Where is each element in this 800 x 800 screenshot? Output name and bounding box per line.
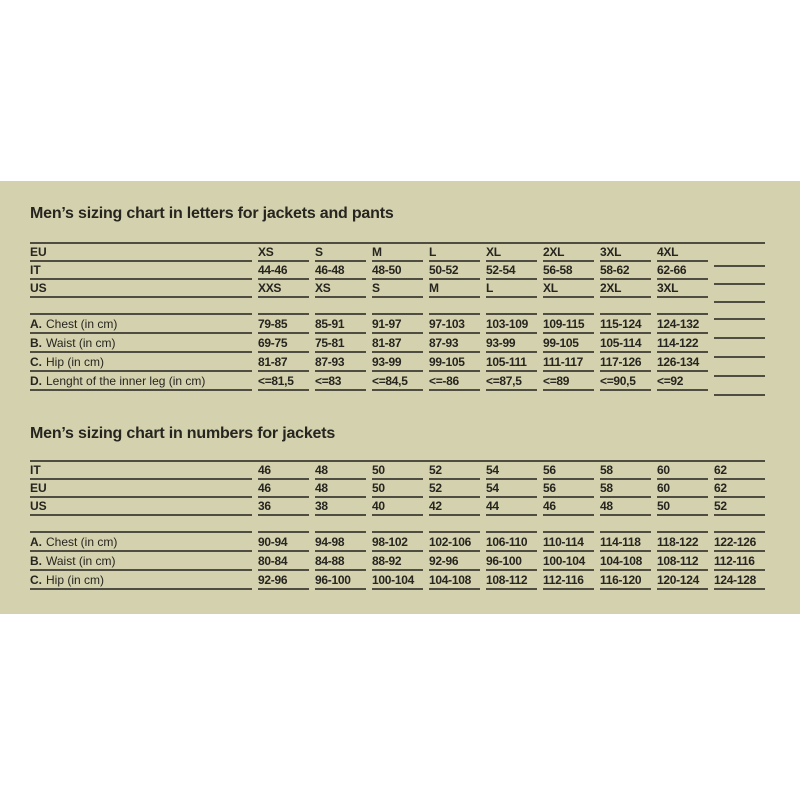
size-cell: 60 (657, 480, 708, 498)
size-cell: 100-104 (372, 571, 423, 590)
size-cell: <=83 (315, 372, 366, 391)
size-cell: L (429, 244, 480, 262)
size-cell: <=-86 (429, 372, 480, 391)
size-cell: 56-58 (543, 262, 594, 280)
size-cell: XL (543, 280, 594, 298)
size-cell: 81-87 (258, 353, 309, 372)
row-label (30, 244, 252, 262)
size-cell: XXS (258, 280, 309, 298)
size-cell: 54 (486, 462, 537, 480)
table-row (30, 552, 765, 571)
size-cell: 116-120 (600, 571, 651, 590)
row-label-text: Waist (in cm) (46, 336, 116, 350)
table-row (30, 372, 765, 391)
size-cell (714, 339, 765, 358)
row-label (30, 334, 252, 353)
size-cell: 44-46 (258, 262, 309, 280)
size-cell: 3XL (600, 244, 651, 262)
size-cell: 96-100 (315, 571, 366, 590)
size-cell: 81-87 (372, 334, 423, 353)
size-cell: L (486, 280, 537, 298)
size-cell: 44 (486, 498, 537, 516)
row-label-prefix: EU (30, 245, 47, 259)
size-cell: 104-108 (429, 571, 480, 590)
row-label (30, 462, 252, 480)
row-label-prefix: US (30, 499, 47, 513)
size-cell: 88-92 (372, 552, 423, 571)
size-cell: 110-114 (543, 533, 594, 552)
size-cell: 120-124 (657, 571, 708, 590)
size-cell (714, 267, 765, 285)
size-cell: 99-105 (543, 334, 594, 353)
letters-sizing-table (30, 242, 765, 391)
size-cell: 84-88 (315, 552, 366, 571)
size-cell: 3XL (657, 280, 708, 298)
size-cell: 114-122 (657, 334, 708, 353)
size-cell: 42 (429, 498, 480, 516)
size-cell (714, 358, 765, 377)
size-cell: 36 (258, 498, 309, 516)
size-cell: 62-66 (657, 262, 708, 280)
size-cell: 99-105 (429, 353, 480, 372)
row-label (30, 372, 252, 391)
size-cell: 2XL (543, 244, 594, 262)
row-label-text: Hip (in cm) (46, 355, 105, 369)
size-cell: 112-116 (714, 552, 765, 571)
size-cell: 46-48 (315, 262, 366, 280)
size-cell: M (429, 280, 480, 298)
row-label-prefix: IT (30, 263, 41, 277)
size-cell: 52 (429, 462, 480, 480)
size-cell: 109-115 (543, 315, 594, 334)
size-cell: <=89 (543, 372, 594, 391)
size-cell: 80-84 (258, 552, 309, 571)
row-label-prefix: A. (30, 317, 42, 331)
table-row (30, 353, 765, 372)
row-label (30, 280, 252, 298)
row-label-prefix: C. (30, 573, 42, 587)
table-row (30, 571, 765, 590)
size-cell: 108-112 (486, 571, 537, 590)
table-row (30, 334, 765, 353)
size-cell: 118-122 (657, 533, 708, 552)
size-cell: <=92 (657, 372, 708, 391)
numbers-chart-title: Men’s sizing chart in numbers for jackets (30, 425, 336, 442)
row-group-gap (30, 298, 765, 313)
row-label-text: Hip (in cm) (46, 573, 105, 587)
table-row (30, 498, 765, 516)
row-label (30, 533, 252, 552)
row-label-prefix: B. (30, 336, 42, 350)
row-label-prefix: A. (30, 535, 42, 549)
size-cell: M (372, 244, 423, 262)
size-cell: 50-52 (429, 262, 480, 280)
row-label-text: Chest (in cm) (46, 317, 118, 331)
size-cell: 52-54 (486, 262, 537, 280)
row-label-prefix: C. (30, 355, 42, 369)
row-label (30, 571, 252, 590)
letters-chart-title: Men’s sizing chart in letters for jackets and pants (30, 205, 394, 222)
row-label-text: Chest (in cm) (46, 535, 118, 549)
size-cell: 69-75 (258, 334, 309, 353)
size-cell: <=84,5 (372, 372, 423, 391)
size-cell: <=87,5 (486, 372, 537, 391)
size-cell: 48-50 (372, 262, 423, 280)
row-label-prefix: US (30, 281, 47, 295)
size-cell (714, 320, 765, 339)
size-cell: 122-126 (714, 533, 765, 552)
size-cell: 50 (372, 462, 423, 480)
size-cell: 105-111 (486, 353, 537, 372)
size-cell: 91-97 (372, 315, 423, 334)
size-cell: 87-93 (315, 353, 366, 372)
size-cell: 93-99 (486, 334, 537, 353)
size-cell (714, 249, 765, 267)
size-cell: 103-109 (486, 315, 537, 334)
row-label-prefix: IT (30, 463, 41, 477)
size-cell: S (372, 280, 423, 298)
table-row (30, 533, 765, 552)
size-cell: S (315, 244, 366, 262)
size-cell: 60 (657, 462, 708, 480)
size-cell: 58 (600, 462, 651, 480)
table-row (30, 315, 765, 334)
size-cell: XS (258, 244, 309, 262)
size-cell: 117-126 (600, 353, 651, 372)
size-cell: 104-108 (600, 552, 651, 571)
size-cell: 46 (543, 498, 594, 516)
size-cell: 56 (543, 480, 594, 498)
size-cell: 62 (714, 480, 765, 498)
numbers-sizing-table (30, 460, 765, 590)
size-cell: 106-110 (486, 533, 537, 552)
size-cell: XL (486, 244, 537, 262)
size-cell: 79-85 (258, 315, 309, 334)
size-cell: 108-112 (657, 552, 708, 571)
size-cell: 85-91 (315, 315, 366, 334)
size-cell: 97-103 (429, 315, 480, 334)
size-cell: 92-96 (258, 571, 309, 590)
size-cell: 94-98 (315, 533, 366, 552)
size-cell: 46 (258, 462, 309, 480)
size-cell: 62 (714, 462, 765, 480)
table-row (30, 462, 765, 480)
table-row (30, 280, 765, 298)
size-cell: 115-124 (600, 315, 651, 334)
row-label-text: Lenght of the inner leg (in cm) (46, 374, 206, 388)
size-cell: 46 (258, 480, 309, 498)
row-label (30, 552, 252, 571)
size-cell: 56 (543, 462, 594, 480)
table-row (30, 262, 765, 280)
table-row (30, 244, 765, 262)
size-cell: 58-62 (600, 262, 651, 280)
size-cell (714, 377, 765, 396)
size-cell: 112-116 (543, 571, 594, 590)
size-cell: 93-99 (372, 353, 423, 372)
size-cell: 48 (315, 462, 366, 480)
size-cell: 102-106 (429, 533, 480, 552)
size-cell: 114-118 (600, 533, 651, 552)
row-label-prefix: D. (30, 374, 42, 388)
size-cell: 50 (657, 498, 708, 516)
size-cell: <=81,5 (258, 372, 309, 391)
size-cell: 52 (714, 498, 765, 516)
row-label-prefix: EU (30, 481, 47, 495)
size-cell: 87-93 (429, 334, 480, 353)
row-label (30, 498, 252, 516)
size-cell: 50 (372, 480, 423, 498)
row-group-gap (30, 516, 765, 531)
size-cell: 4XL (657, 244, 708, 262)
size-cell: 48 (315, 480, 366, 498)
table-row (30, 480, 765, 498)
size-cell: 38 (315, 498, 366, 516)
size-cell: 126-134 (657, 353, 708, 372)
size-cell: 124-128 (714, 571, 765, 590)
row-label-prefix: B. (30, 554, 42, 568)
size-cell: 54 (486, 480, 537, 498)
size-cell: 52 (429, 480, 480, 498)
size-cell: 75-81 (315, 334, 366, 353)
size-cell: 58 (600, 480, 651, 498)
size-cell: 90-94 (258, 533, 309, 552)
size-cell: XS (315, 280, 366, 298)
size-cell: 124-132 (657, 315, 708, 334)
size-cell: 2XL (600, 280, 651, 298)
row-label-text: Waist (in cm) (46, 554, 116, 568)
size-cell: 92-96 (429, 552, 480, 571)
row-label (30, 353, 252, 372)
size-cell: 96-100 (486, 552, 537, 571)
sizing-chart-panel (0, 181, 800, 614)
size-cell: 100-104 (543, 552, 594, 571)
size-cell: 98-102 (372, 533, 423, 552)
size-cell: 111-117 (543, 353, 594, 372)
size-cell: <=90,5 (600, 372, 651, 391)
row-label (30, 315, 252, 334)
row-label (30, 262, 252, 280)
size-cell: 105-114 (600, 334, 651, 353)
row-label (30, 480, 252, 498)
size-cell: 40 (372, 498, 423, 516)
size-cell (714, 285, 765, 303)
size-cell: 48 (600, 498, 651, 516)
